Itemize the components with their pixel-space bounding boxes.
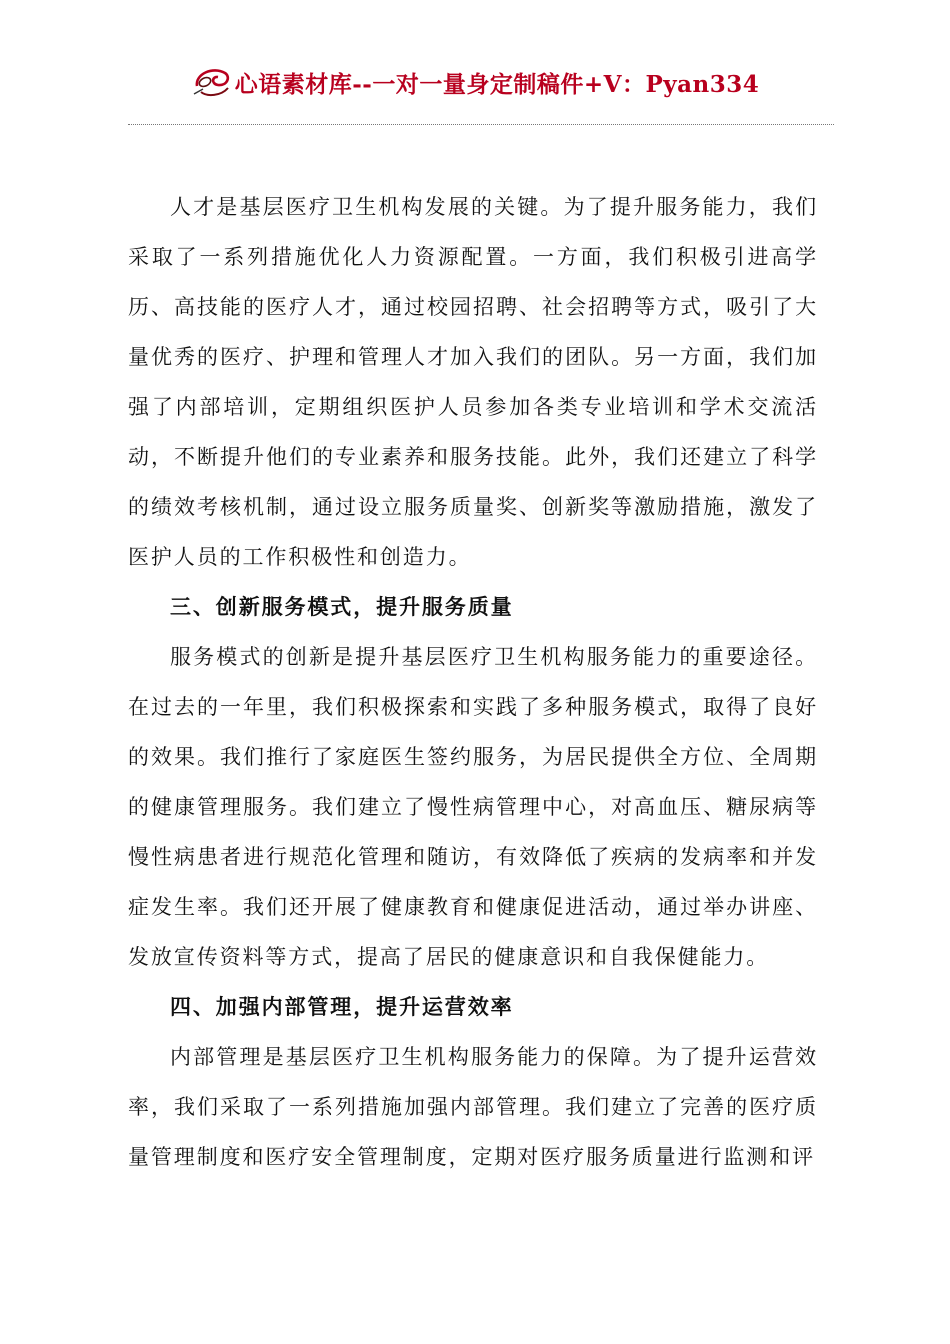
- section-heading-4: 四、加强内部管理，提升运营效率: [170, 995, 514, 1019]
- document-body: [128, 182, 818, 1182]
- red-swirl-logo-icon: [191, 64, 233, 100]
- header-title: 心语素材库--一对一量身定制稿件+V：Pyan334: [234, 70, 760, 98]
- paragraph-internal-management: 内部管理是基层医疗卫生机构服务能力的保障。为了提升运营效率，我们采取了一系列措施加强内部管理。我们建立了完善的医疗质量管理制度和医疗安全管理制度，定期对医疗服务质量进行监测和评: [128, 1045, 818, 1169]
- section-heading-3: 三、创新服务模式，提升服务质量: [170, 595, 514, 619]
- paragraph-talent: 人才是基层医疗卫生机构发展的关键。为了提升服务能力，我们采取了一系列措施优化人力资源配置。一方面，我们积极引进高学历、高技能的医疗人才，通过校园招聘、社会招聘等方式，吸引了大量优秀的医疗、护理和管理人才加入我们的团队。另一方面，我们加强了内部培训，定期组织医护人员参加各类专业培训和学术交流活动，不断提升他们的专业素养和服务技能。此外，我们还建立了科学的绩效考核机制，通过设立服务质量奖、创新奖等激励措施，激发了医护人员的工作积极性和创造力。: [128, 195, 818, 569]
- page-header: [0, 62, 950, 102]
- paragraph-service-model: 服务模式的创新是提升基层医疗卫生机构服务能力的重要途径。在过去的一年里，我们积极探索和实践了多种服务模式，取得了良好的效果。我们推行了家庭医生签约服务，为居民提供全方位、全周期的健康管理服务。我们建立了慢性病管理中心，对高血压、糖尿病等慢性病患者进行规范化管理和随访，有效降低了疾病的发病率和并发症发生率。我们还开展了健康教育和健康促进活动，通过举办讲座、发放宣传资料等方式，提高了居民的健康意识和自我保健能力。: [128, 645, 818, 969]
- header-divider: [128, 124, 834, 125]
